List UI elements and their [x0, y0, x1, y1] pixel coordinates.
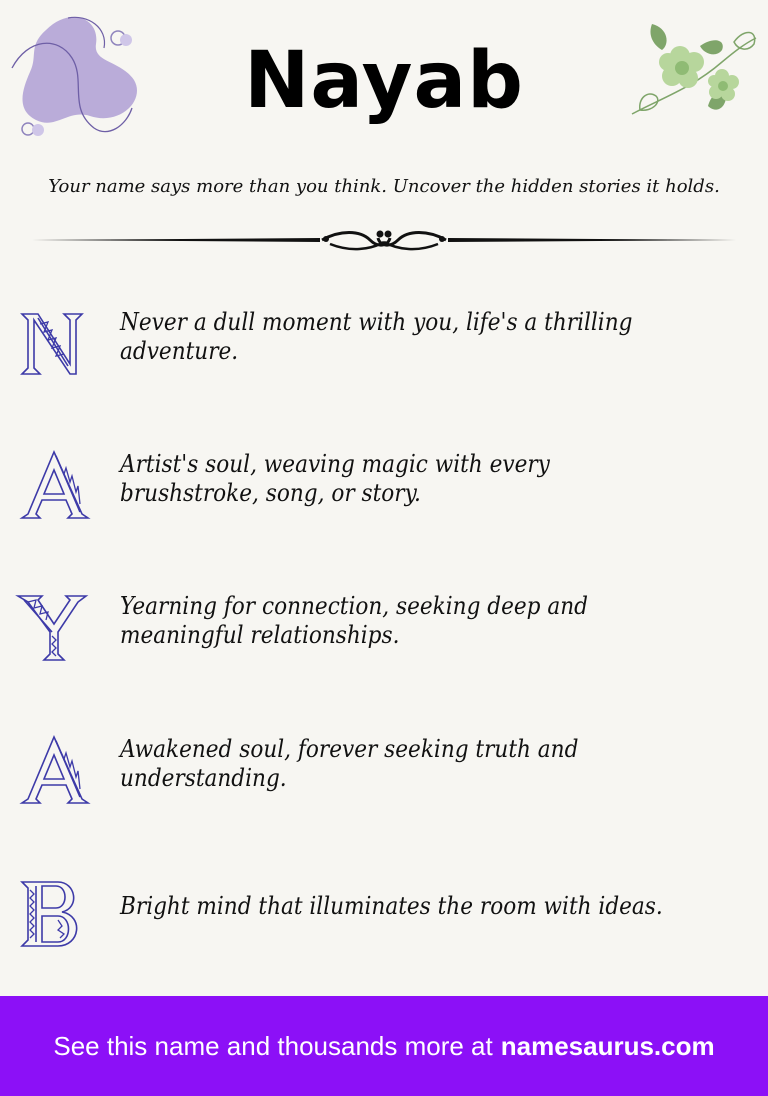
name-title: Nayab — [244, 36, 524, 126]
letter-description: Artist's soul, weaving magic with every brushstroke, song, or story. — [120, 450, 550, 507]
tagline: Your name says more than you think. Uncover the hidden stories it holds. — [48, 176, 720, 197]
letter-row — [0, 446, 768, 536]
footer-text: See this name and thousands more at — [53, 1030, 493, 1061]
footer-banner[interactable] — [0, 996, 768, 1096]
letter-row — [0, 588, 768, 678]
letter-row — [0, 731, 768, 821]
letter-description: Yearning for connection, seeking deep and meaningful relationships. — [120, 592, 588, 649]
decorative-letter-b-icon — [14, 874, 94, 954]
footer-site-link[interactable]: namesaurus.com — [500, 1030, 715, 1061]
letter-row — [0, 304, 768, 394]
letter-row — [0, 874, 768, 964]
letter-description: Never a dull moment with you, life's a thrilling adventure. — [120, 308, 633, 365]
letter-description: Bright mind that illuminates the room with ideas. — [120, 892, 663, 920]
letter-description: Awakened soul, forever seeking truth and understanding. — [120, 735, 579, 792]
decorative-letter-y-icon — [14, 588, 94, 668]
decorative-letter-a-icon — [14, 731, 94, 811]
decorative-letter-n-icon — [14, 304, 94, 384]
ornamental-divider-icon — [30, 222, 738, 258]
decorative-letter-a-icon — [14, 446, 94, 526]
